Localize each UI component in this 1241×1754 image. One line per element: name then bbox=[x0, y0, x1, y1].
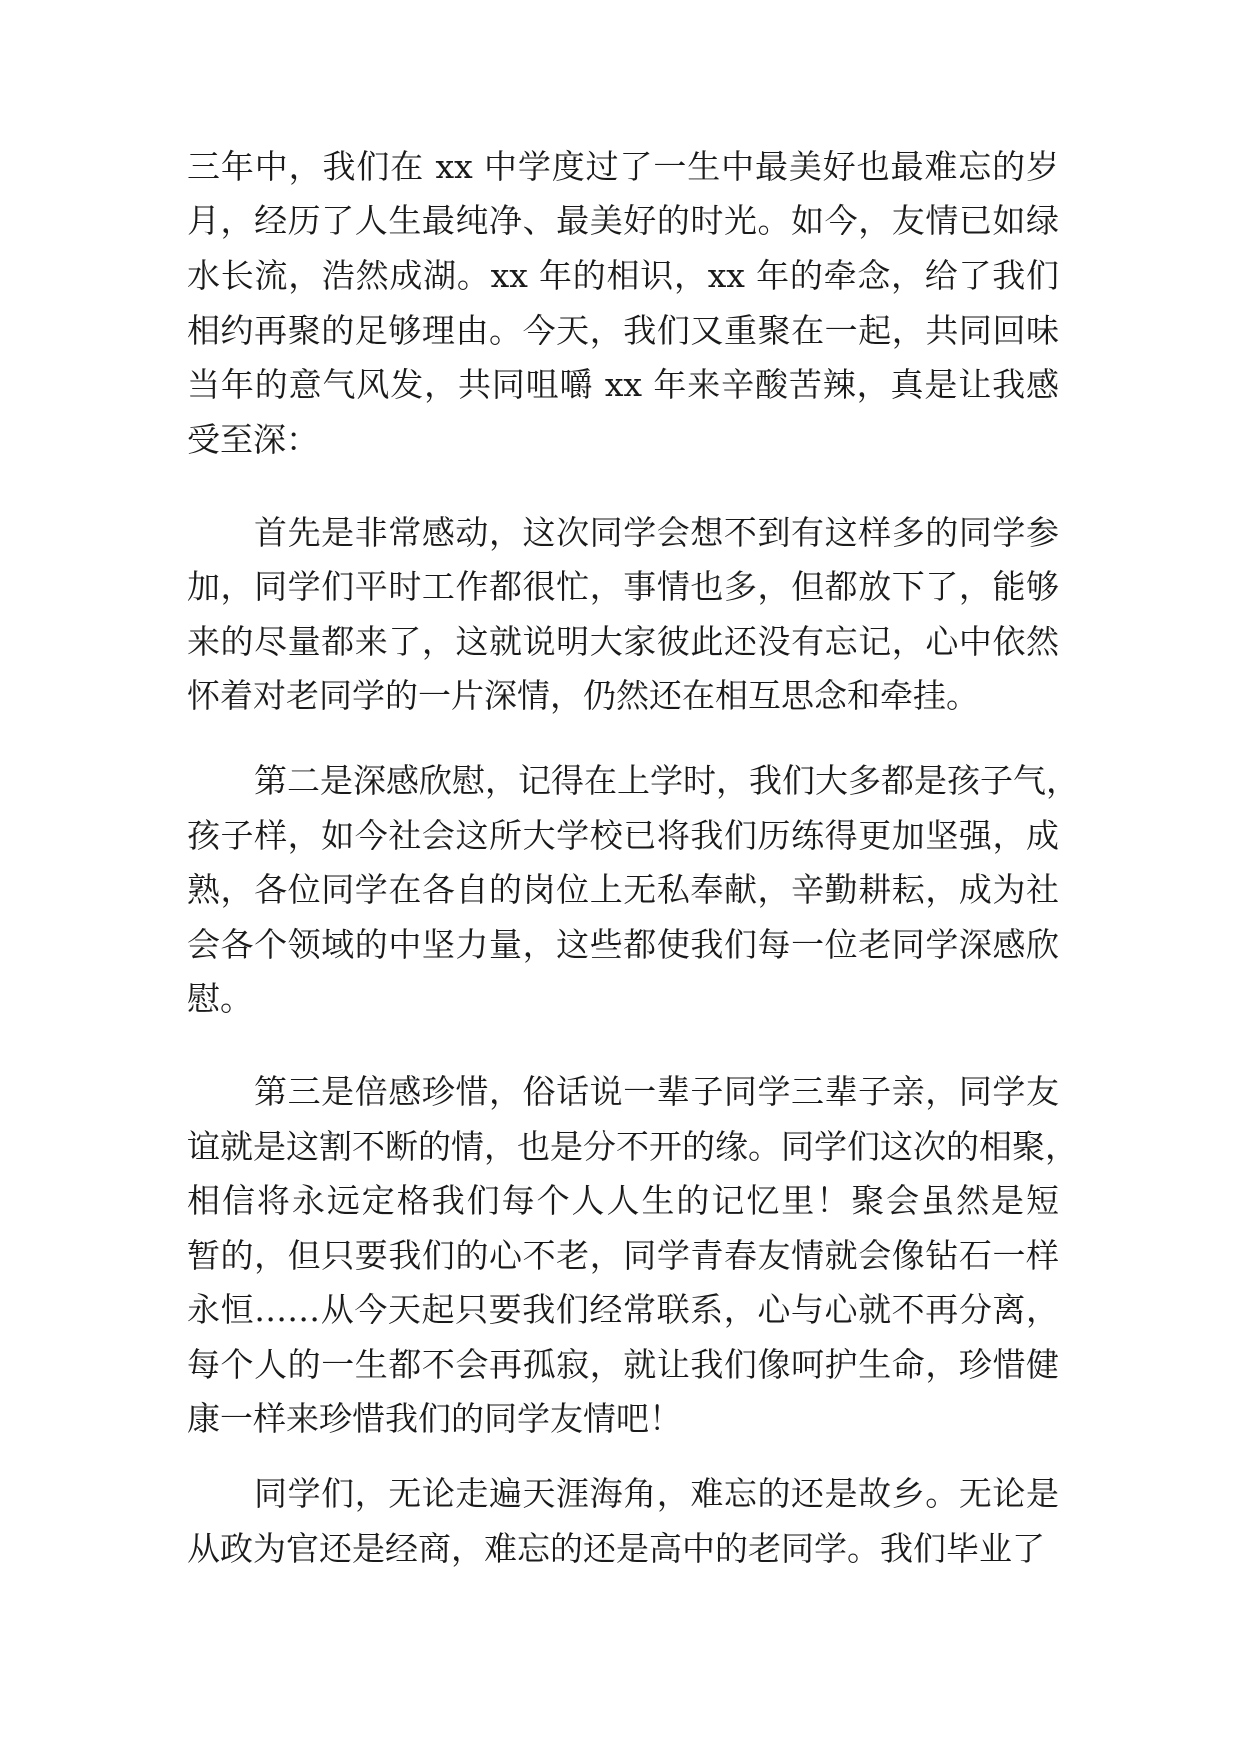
text-line: 三年中，我们在 xx 中学度过了一生中最美好也最难忘的岁 bbox=[187, 147, 1059, 186]
text-line: 每个人的一生都不会再孤寂，就让我们像呵护生命，珍惜健 bbox=[187, 1345, 1059, 1384]
text-line: 孩子样，如今社会这所大学校已将我们历练得更加坚强，成 bbox=[187, 816, 1059, 855]
text-line: 来的尽量都来了，这就说明大家彼此还没有忘记，心中依然 bbox=[187, 622, 1059, 661]
text-line: 从政为官还是经商，难忘的还是高中的老同学。我们毕业了 bbox=[187, 1529, 1045, 1568]
text-line: 受至深： bbox=[187, 420, 319, 459]
text-line: 永恒……从今天起只要我们经常联系，心与心就不再分离， bbox=[187, 1290, 1059, 1329]
text-line: 水长流，浩然成湖。xx 年的相识，xx 年的牵念，给了我们 bbox=[187, 256, 1059, 295]
text-line: 相信将永远定格我们每个人人生的记忆里！聚会虽然是短 bbox=[187, 1181, 1059, 1220]
paragraph-first-line: 同学们，无论走遍天涯海角，难忘的还是故乡。无论是 bbox=[254, 1474, 1059, 1513]
text-line: 月，经历了人生最纯净、最美好的时光。如今，友情已如绿 bbox=[187, 201, 1059, 240]
text-line: 加，同学们平时工作都很忙，事情也多，但都放下了，能够 bbox=[187, 567, 1059, 606]
text-line: 康一样来珍惜我们的同学友情吧！ bbox=[187, 1399, 682, 1438]
text-line: 暂的，但只要我们的心不老，同学青春友情就会像钻石一样 bbox=[187, 1236, 1059, 1275]
text-line: 熟，各位同学在各自的岗位上无私奉献，辛勤耕耘，成为社 bbox=[187, 870, 1059, 909]
text-line: 谊就是这割不断的情，也是分不开的缘。同学们这次的相聚， bbox=[187, 1127, 1078, 1166]
text-line: 怀着对老同学的一片深情，仍然还在相互思念和牵挂。 bbox=[187, 676, 979, 715]
text-line: 相约再聚的足够理由。今天，我们又重聚在一起，共同回味 bbox=[187, 311, 1059, 350]
text-line: 慰。 bbox=[187, 979, 253, 1018]
paragraph-first-line: 第二是深感欣慰，记得在上学时，我们大多都是孩子气， bbox=[254, 761, 1079, 800]
paragraph-first-line: 首先是非常感动，这次同学会想不到有这样多的同学参 bbox=[254, 513, 1059, 552]
paragraph-first-line: 第三是倍感珍惜，俗话说一辈子同学三辈子亲，同学友 bbox=[254, 1072, 1059, 1111]
text-line: 当年的意气风发，共同咀嚼 xx 年来辛酸苦辣，真是让我感 bbox=[187, 365, 1059, 404]
text-line: 会各个领域的中坚力量，这些都使我们每一位老同学深感欣 bbox=[187, 925, 1059, 964]
